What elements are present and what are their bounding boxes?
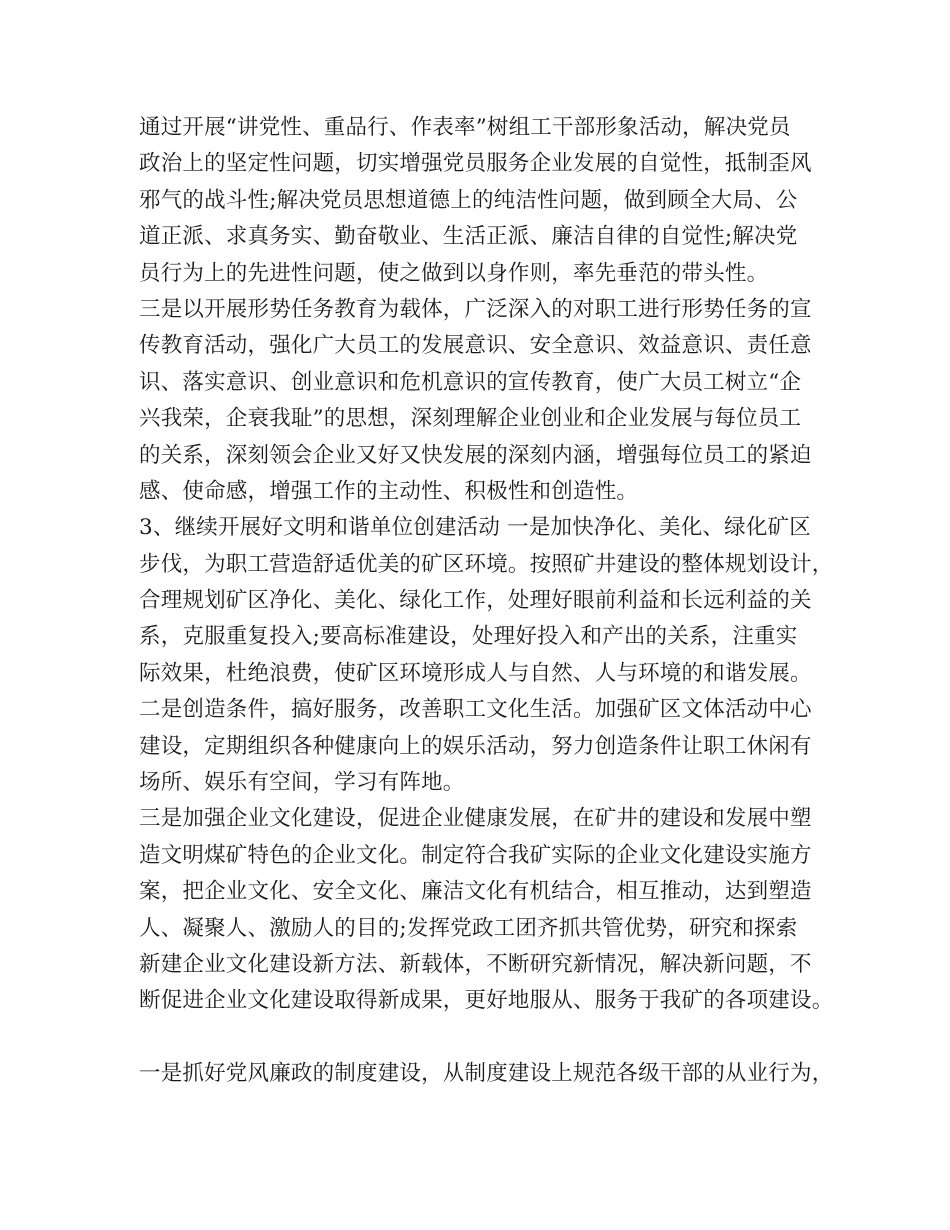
text-line: 道正派、求真务实、勤奋敬业、生活正派、廉洁自律的自觉性;解决党: [139, 224, 798, 250]
text-line: 通过开展“讲党性、重品行、作表率”树组工干部形象活动，解决党员: [139, 115, 791, 140]
text-line: 建设，定期组织各种健康向上的娱乐活动，努力创造条件让职工休闲有: [139, 733, 812, 759]
body-text: [139, 110, 834, 1093]
text-line: 际效果，杜绝浪费，使矿区环境形成人与自然、人与环境的和谐发展。: [139, 660, 812, 686]
text-line: 邪气的战斗性;解决党员思想道德上的纯洁性问题，做到顾全大局、公: [139, 187, 798, 213]
text-line: 系，克服重复投入;要高标准建设，处理好投入和产出的关系，注重实: [139, 624, 798, 650]
text-line: 二是创造条件，搞好服务，改善职工文化生活。加强矿区文体活动中心: [139, 697, 812, 723]
text-line: 人、凝聚人、激励人的目的;发挥党政工团齐抓共管优势，研究和探索: [139, 915, 798, 941]
text-line: 政治上的坚定性问题，切实增强党员服务企业发展的自觉性，抵制歪风: [139, 151, 812, 177]
text-line: 三是加强企业文化建设，促进企业健康发展，在矿井的建设和发展中塑: [139, 806, 812, 832]
paragraph-gap: [139, 1020, 829, 1056]
text-line: 新建企业文化建设新方法、新载体，不断研究新情况，解决新问题，不: [139, 951, 812, 977]
text-line: 步伐，为职工营造舒适优美的矿区环境。按照矿井建设的整体规划设计，: [139, 551, 834, 577]
text-line: 一是抓好党风廉政的制度建设，从制度建设上规范各级干部的从业行为，: [139, 1061, 834, 1087]
text-line: 合理规划矿区净化、美化、绿化工作，处理好眼前利益和长远利益的关: [139, 588, 812, 614]
text-line: 识、落实意识、创业意识和危机意识的宣传教育，使广大员工树立“企: [139, 369, 802, 395]
text-line: 3、继续开展好文明和谐单位创建活动 一是加快净化、美化、绿化矿区: [139, 515, 811, 541]
text-line: 造文明煤矿特色的企业文化。制定符合我矿实际的企业文化建设实施方: [139, 842, 812, 868]
text-line: 员行为上的先进性问题，使之做到以身作则，率先垂范的带头性。: [139, 260, 769, 286]
text-line: 兴我荣，企衰我耻”的思想，深刻理解企业创业和企业发展与每位员工: [139, 406, 802, 432]
text-line: 感、使命感，增强工作的主动性、积极性和创造性。: [139, 478, 639, 504]
text-line: 传教育活动，强化广大员工的发展意识、安全意识、效益意识、责任意: [139, 333, 812, 359]
text-line: 断促进企业文化建设取得新成果，更好地服从、服务于我矿的各项建设。: [139, 988, 834, 1014]
text-line: 的关系，深刻领会企业又好又快发展的深刻内涵，增强每位员工的紧迫: [139, 442, 812, 468]
text-line: 三是以开展形势任务教育为载体，广泛深入的对职工进行形势任务的宣: [139, 296, 812, 322]
text-line: 场所、娱乐有空间，学习有阵地。: [139, 770, 465, 796]
text-line: 案，把企业文化、安全文化、廉洁文化有机结合，相互推动，达到塑造: [139, 879, 812, 905]
